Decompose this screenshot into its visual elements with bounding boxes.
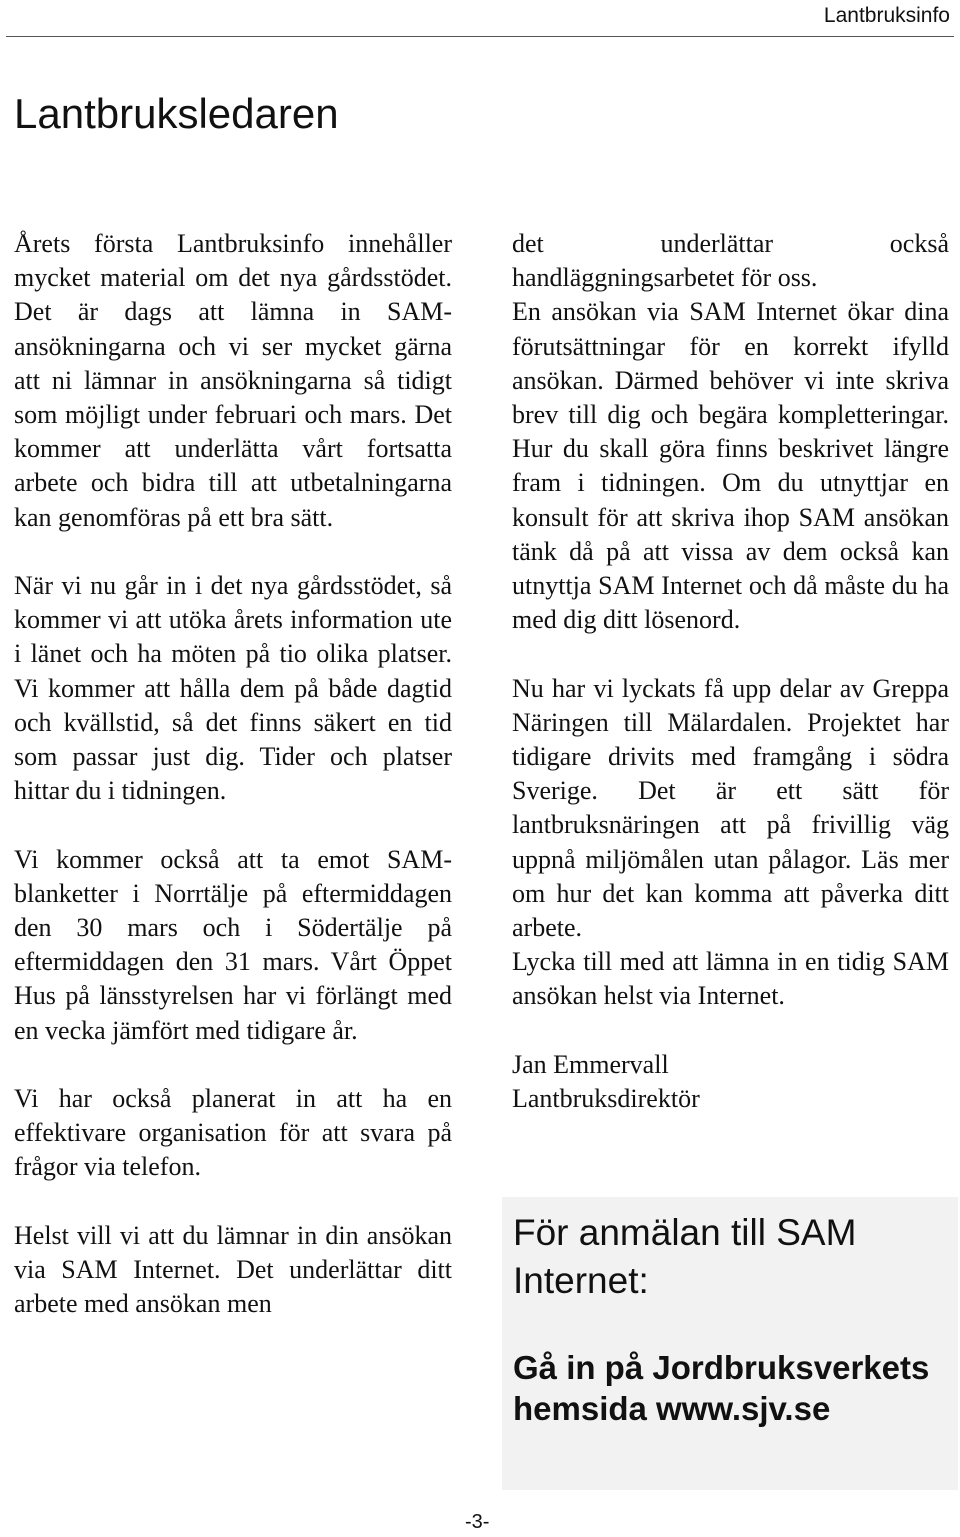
paragraph-sam-internet: Helst vill vi att du lämnar in din ansökan via SAM Internet. Det underlättar ditt arbete med ansökan men <box>14 1220 452 1319</box>
paragraph-continuation: det underlättar också handläggningsarbetet för oss. <box>512 229 949 293</box>
signature-name: Jan Emmervall <box>512 1049 669 1079</box>
header-section-label: Lantbruksinfo <box>823 4 950 27</box>
left-column <box>14 227 452 1321</box>
page-number: -3- <box>465 1511 490 1533</box>
signature-role: Lantbruksdirektör <box>512 1084 700 1114</box>
signature <box>512 1048 949 1116</box>
page-title: Lantbruksledaren <box>14 90 339 137</box>
paragraph-good-luck: Lycka till med att lämna in en tidig SAM ansökan helst via Internet. <box>512 947 949 1011</box>
paragraph-intro: Årets första Lantbruksinfo innehåller mycket material om det nya gårdsstödet. Det är dags att lämna in SAM-ansökningarna och vi ser mycket gärna att ni lämnar in ansökningarna så tidigt som möjligt under februari och mars. Det kommer att underlätta vårt fortsatta arbete och bidra till att utbetalningarna kan genomföras på ett bra sätt. <box>14 229 452 532</box>
header-divider <box>6 36 954 37</box>
right-column <box>512 227 949 1116</box>
info-box <box>502 1197 958 1490</box>
info-box-body: Gå in på Jordbruksverkets hemsida www.sjv.se <box>513 1349 930 1427</box>
paragraph-blanketter: Vi kommer också att ta emot SAM-blanketter i Norrtälje på eftermiddagen den 30 mars och i Södertälje på eftermiddagen den 31 mars. Vårt Öppet Hus på länsstyrelsen har vi förlängt med en vecka jämfört med tidigare år. <box>14 844 452 1045</box>
paragraph-correct-application: En ansökan via SAM Internet ökar dina förutsättningar för en korrekt ifylld ansökan. Därmed behöver vi inte skriva brev till dig och begära kompletteringar. Hur du skall göra finns beskrivet längre fram i tidningen. Om du utnyttjar en konsult för att skriva ihop SAM ansökan tänk då på att vissa av dem också kan utnyttja SAM Internet och då måste du ha med dig ditt lösenord. <box>512 297 949 635</box>
info-box-heading: För anmälan till SAM Internet: <box>513 1212 857 1301</box>
paragraph-telephone: Vi har också planerat in att ha en effektivare organisation för att svara på frågor via telefon. <box>14 1084 452 1182</box>
paragraph-meetings: När vi nu går in i det nya gårdsstödet, så kommer vi att utöka årets information ute i länet och ha möten på tio olika platser. Vi kommer att hålla dem på både dagtid och kvällstid, så det finns säkert en tid som passar just dig. Tider och platser hittar du i tidningen. <box>14 571 452 806</box>
paragraph-greppa-naringen: Nu har vi lyckats få upp delar av Greppa Näringen till Mälardalen. Projektet har tidigare drivits med framgång i södra Sverige. Det är ett sätt för lantbruksnäringen att på frivillig väg uppnå miljömålen utan pålagor. Läs mer om hur det kan komma att påverka ditt arbete. <box>512 673 949 943</box>
